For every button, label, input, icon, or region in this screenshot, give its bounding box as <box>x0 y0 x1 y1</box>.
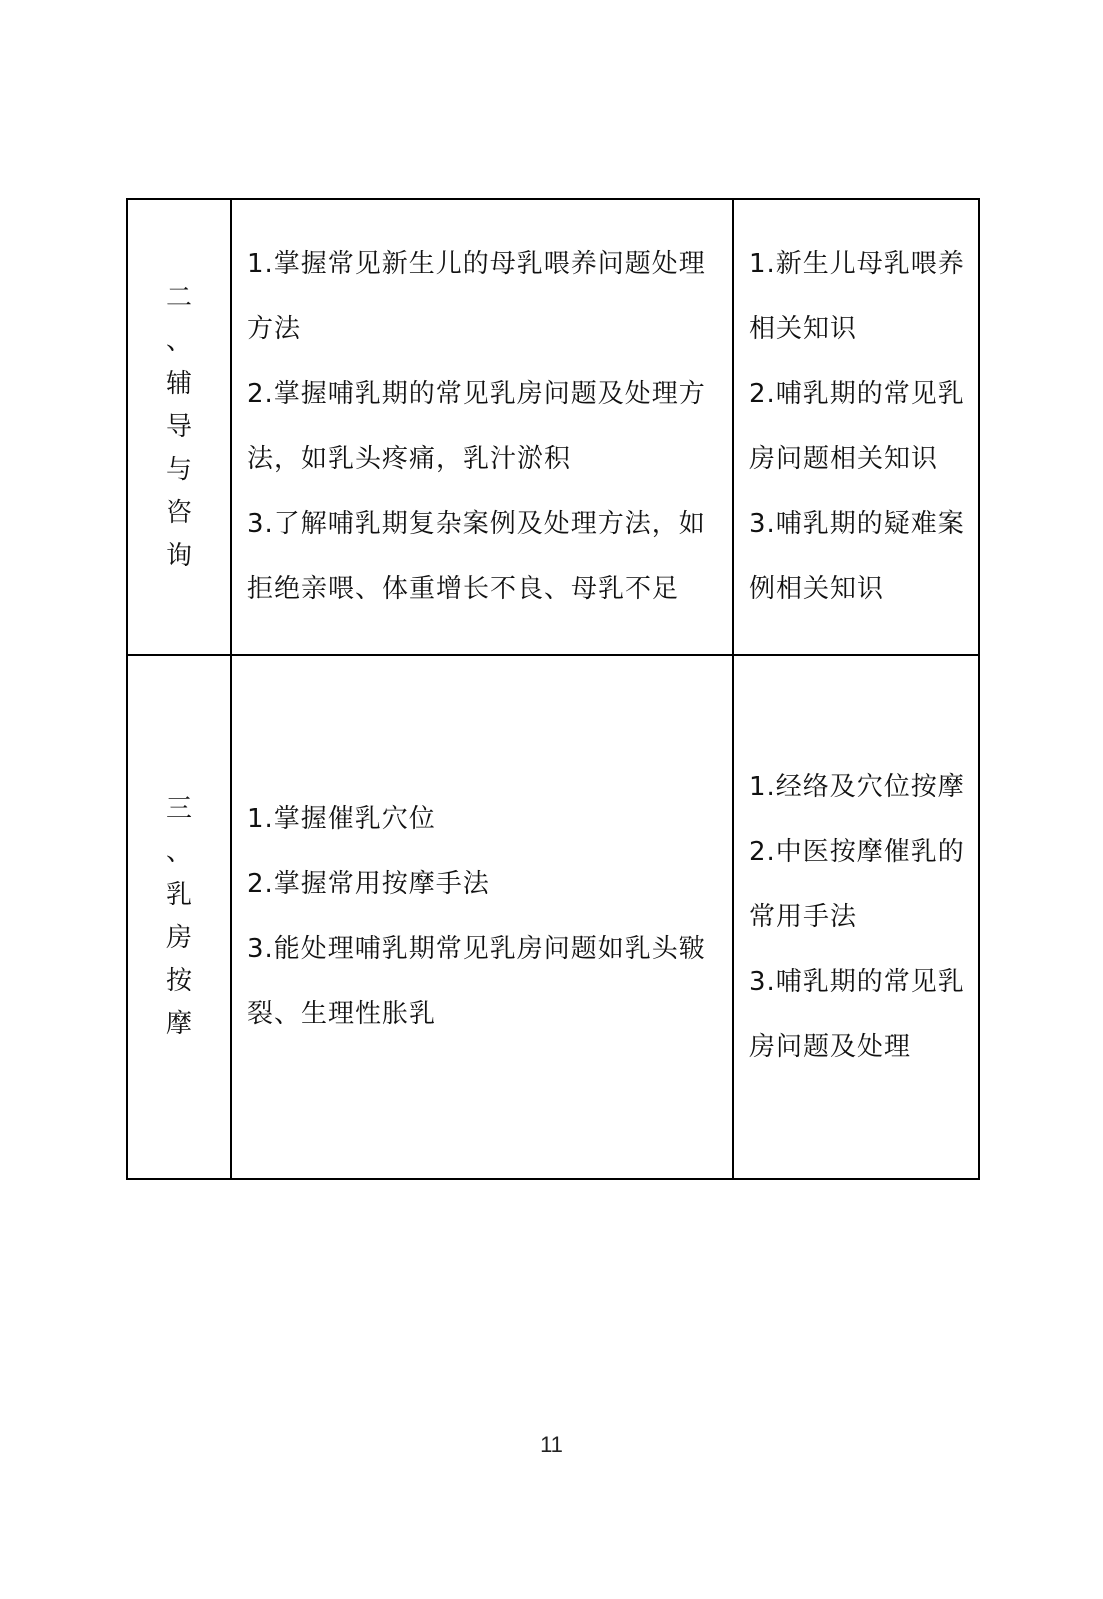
section-label-char: 三 <box>165 794 192 824</box>
knowledge-cell <box>733 199 979 655</box>
section-label <box>128 277 230 578</box>
table-row <box>127 655 979 1179</box>
section-label-char: 按 <box>165 966 192 996</box>
knowledge-cell <box>733 655 979 1179</box>
section-label-char: 导 <box>165 411 192 442</box>
skill-item: 3.能处理哺乳期常见乳房问题如乳头皲裂、生理性胀乳 <box>247 934 706 1029</box>
section-label-char: 辅 <box>165 368 192 399</box>
skill-item: 1.掌握催乳穴位 <box>247 804 436 834</box>
knowledge-item: 1.新生儿母乳喂养相关知识 <box>749 249 965 344</box>
skill-content-cell <box>231 199 733 655</box>
section-label-char: 询 <box>165 540 192 571</box>
skill-item: 2.掌握常用按摩手法 <box>247 869 490 899</box>
skill-content-list <box>232 787 732 1047</box>
section-label-char: 、 <box>165 325 192 356</box>
section-label-char: 与 <box>165 454 192 485</box>
table-row <box>127 199 979 655</box>
knowledge-item: 2.哺乳期的常见乳房问题相关知识 <box>749 379 965 474</box>
course-table <box>126 198 980 1180</box>
page-number: 11 <box>540 1432 563 1457</box>
knowledge-item: 3.哺乳期的常见乳房问题及处理 <box>749 966 965 1062</box>
section-label-char: 房 <box>165 923 192 953</box>
skill-item: 2.掌握哺乳期的常见乳房问题及处理方法，如乳头疼痛，乳汁淤积 <box>247 379 706 474</box>
knowledge-list <box>734 755 978 1080</box>
skill-content-cell <box>231 655 733 1179</box>
skill-item: 3.了解哺乳期复杂案例及处理方法，如拒绝亲喂、体重增长不良、母乳不足 <box>247 509 706 604</box>
skill-content-list <box>232 232 732 622</box>
section-label-char: 乳 <box>165 880 192 910</box>
section-label-char: 、 <box>165 837 192 867</box>
section-label-char: 咨 <box>165 497 192 528</box>
section-label-char: 二 <box>165 282 192 313</box>
section-label-char: 摩 <box>165 1009 192 1039</box>
section-label-cell <box>127 655 231 1179</box>
knowledge-item: 3.哺乳期的疑难案例相关知识 <box>749 509 965 604</box>
knowledge-item: 2.中医按摩催乳的常用手法 <box>749 836 965 932</box>
section-label-cell <box>127 199 231 655</box>
section-label <box>128 788 230 1046</box>
skill-item: 1.掌握常见新生儿的母乳喂养问题处理方法 <box>247 249 706 344</box>
knowledge-list <box>734 232 978 622</box>
knowledge-item: 1.经络及穴位按摩 <box>749 771 965 802</box>
